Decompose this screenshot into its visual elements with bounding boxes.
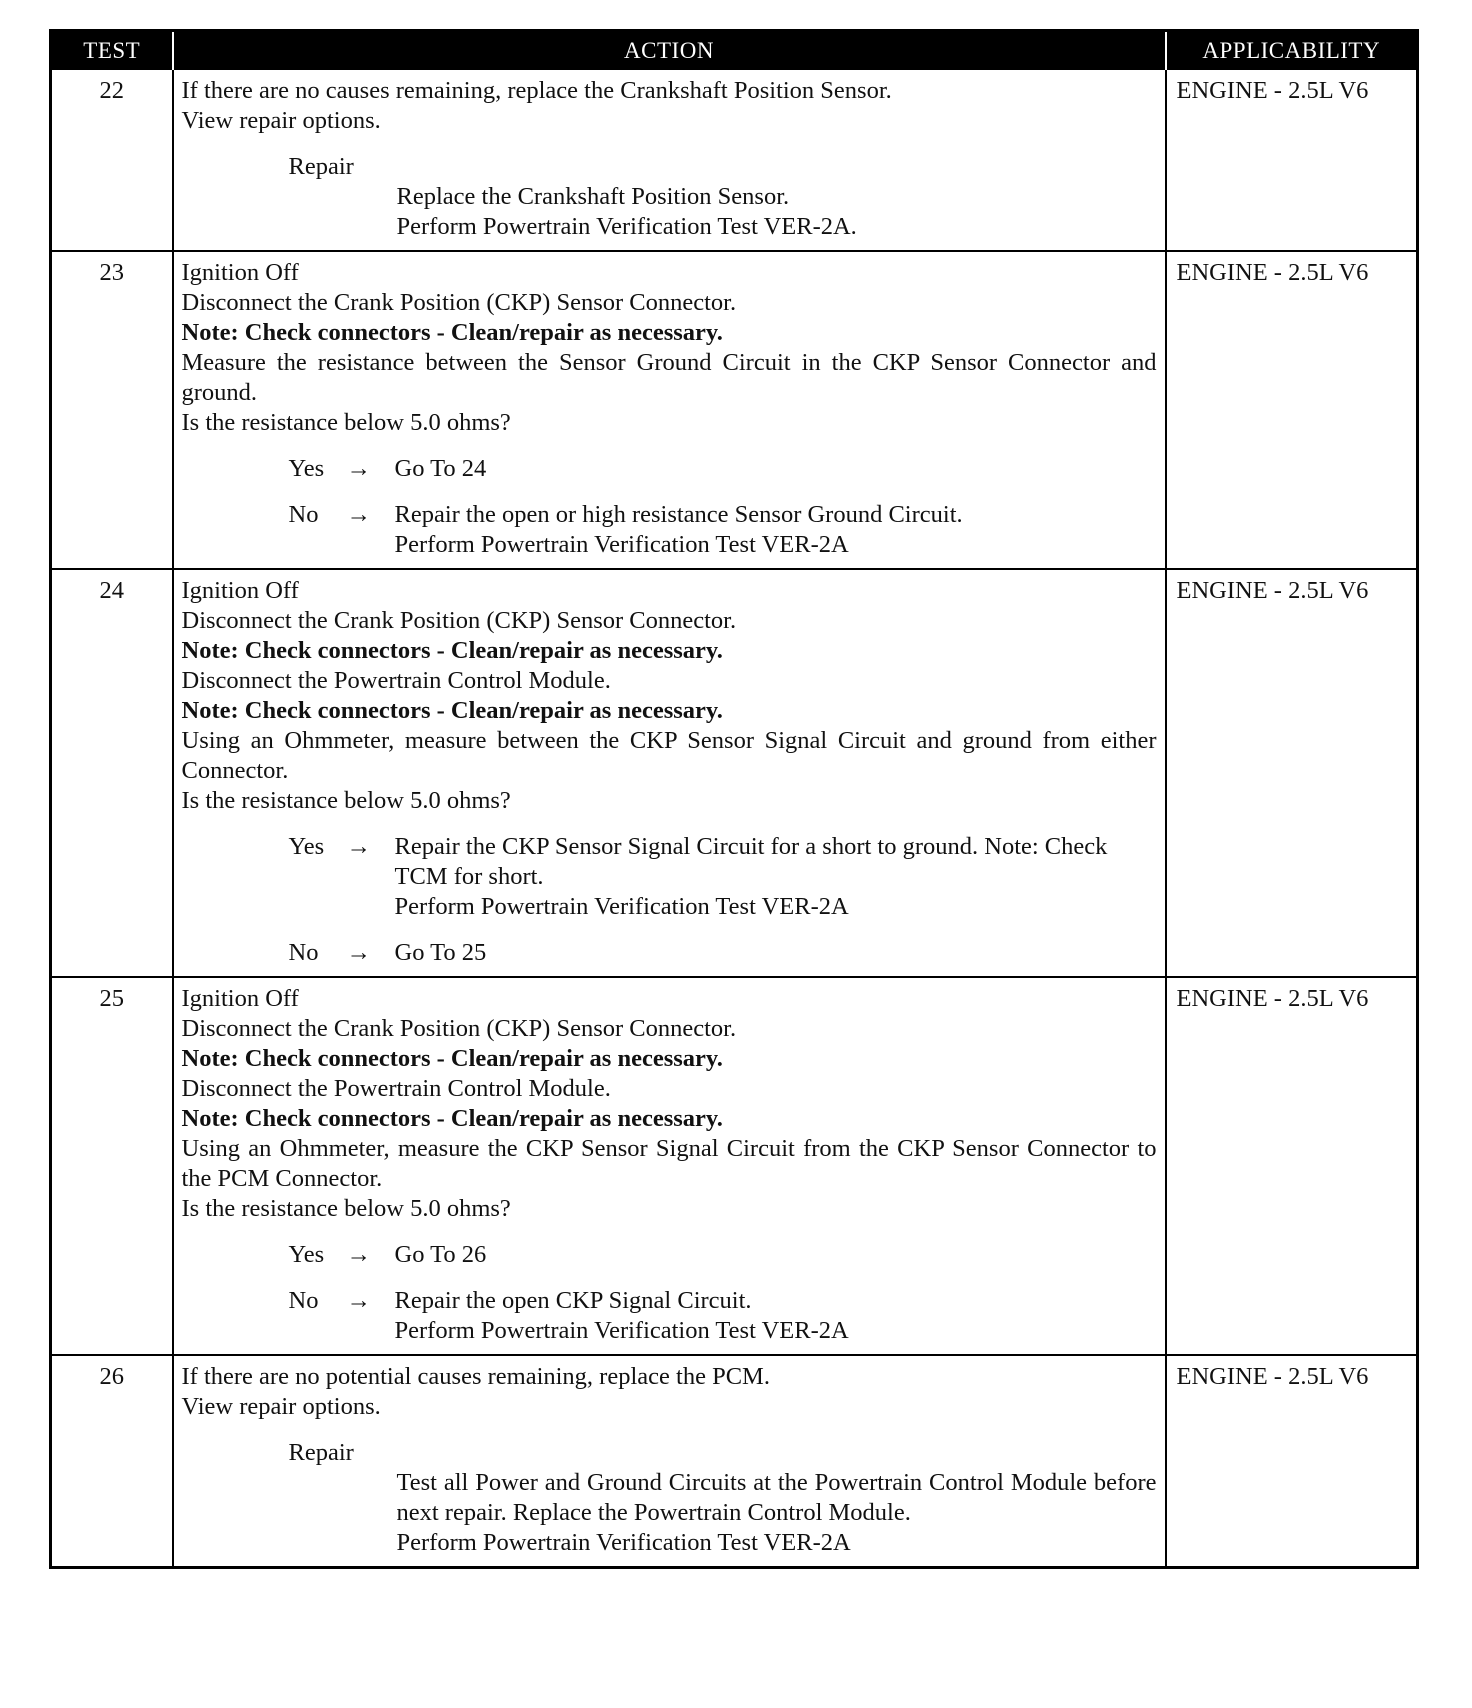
action-line: Ignition Off	[181, 985, 299, 1012]
answer-text: Repair the open or high resistance Sensor Ground Circuit.	[394, 501, 963, 528]
table-row	[51, 251, 1418, 569]
answer-text: Perform Powertrain Verification Test VER-2A	[394, 893, 849, 920]
answer-text: Go To 24	[394, 455, 487, 482]
table-row	[51, 977, 1418, 1355]
action-line: Measure the resistance between the Sensor Ground Circuit in the CKP Sensor Connector and ground.	[181, 349, 1157, 406]
answer-label: No	[288, 501, 319, 528]
answer-text: Perform Powertrain Verification Test VER-2A	[394, 531, 849, 558]
repair-line: Replace the Crankshaft Position Sensor.	[396, 183, 790, 210]
question-line: Is the resistance below 5.0 ohms?	[181, 409, 511, 436]
action-cell	[173, 1355, 1166, 1568]
action-line: View repair options.	[181, 1393, 381, 1420]
action-line: Using an Ohmmeter, measure the CKP Sensor Signal Circuit from the CKP Sensor Connector to the PCM Connector.	[181, 1135, 1157, 1192]
note-line: Note: Check connectors - Clean/repair as necessary.	[181, 319, 723, 346]
answer-label: Yes	[288, 455, 325, 482]
answer-text: Perform Powertrain Verification Test VER-2A	[394, 1317, 849, 1344]
answer-label: No	[288, 1287, 319, 1314]
test-number: 23	[51, 251, 173, 569]
header-applicability: APPLICABILITY	[1166, 31, 1418, 71]
repair-body	[397, 1468, 1157, 1558]
note-line: Note: Check connectors - Clean/repair as necessary.	[181, 637, 723, 664]
action-cell	[173, 251, 1166, 569]
answer-yes	[289, 832, 1157, 922]
repair-line: Perform Powertrain Verification Test VER-2A.	[396, 213, 857, 240]
answer-text: Repair the CKP Sensor Signal Circuit for a short to ground. Note: Check TCM for short.	[394, 833, 1108, 890]
answer-yes	[289, 1240, 1157, 1270]
arrow-icon: →	[346, 501, 371, 528]
test-number: 22	[99, 77, 124, 104]
answer-label: No	[288, 939, 319, 966]
applicability-cell: ENGINE - 2.5L V6	[1166, 569, 1418, 977]
answer-text: Go To 25	[394, 939, 487, 966]
header-action: ACTION	[173, 31, 1166, 71]
arrow-icon: →	[346, 833, 371, 860]
test-number: 25	[51, 977, 173, 1355]
answer-yes	[289, 454, 1157, 484]
action-line: Disconnect the Powertrain Control Module.	[181, 667, 611, 694]
answer-label: Yes	[288, 1241, 325, 1268]
action-line: Using an Ohmmeter, measure between the CKP Sensor Signal Circuit and ground from either Connector.	[181, 727, 1157, 784]
action-line: Disconnect the Crank Position (CKP) Sensor Connector.	[181, 607, 737, 634]
repair-body	[397, 182, 1157, 242]
arrow-icon: →	[346, 1241, 371, 1268]
test-table	[49, 29, 1419, 1569]
applicability-cell: ENGINE - 2.5L V6	[1166, 977, 1418, 1355]
action-line: View repair options.	[181, 107, 381, 134]
answer-label: Yes	[288, 833, 325, 860]
note-line: Note: Check connectors - Clean/repair as necessary.	[181, 1105, 723, 1132]
note-line: Note: Check connectors - Clean/repair as necessary.	[181, 1045, 723, 1072]
table-row	[51, 1355, 1418, 1568]
action-cell	[173, 569, 1166, 977]
action-line: Ignition Off	[181, 259, 299, 286]
applicability-cell: ENGINE - 2.5L V6	[1166, 1355, 1418, 1568]
answer-text: Go To 26	[394, 1241, 487, 1268]
document-page	[49, 29, 1416, 1569]
repair-line: Perform Powertrain Verification Test VER-2A	[396, 1529, 851, 1556]
applicability-cell: ENGINE - 2.5L V6	[1166, 70, 1418, 251]
action-line: If there are no causes remaining, replace the Crankshaft Position Sensor.	[181, 77, 892, 104]
test-number: 26	[51, 1355, 173, 1568]
answer-no	[289, 938, 1157, 968]
repair-label: Repair	[288, 153, 354, 180]
note-line: Note: Check connectors - Clean/repair as necessary.	[181, 697, 723, 724]
action-line: Disconnect the Crank Position (CKP) Sensor Connector.	[181, 289, 737, 316]
question-line: Is the resistance below 5.0 ohms?	[181, 1195, 511, 1222]
answer-text: Repair the open CKP Signal Circuit.	[394, 1287, 752, 1314]
arrow-icon: →	[346, 1287, 371, 1314]
action-line: Disconnect the Powertrain Control Module.	[181, 1075, 611, 1102]
answer-no	[289, 1286, 1157, 1346]
applicability-cell: ENGINE - 2.5L V6	[1166, 251, 1418, 569]
table-row	[51, 70, 1418, 251]
question-line: Is the resistance below 5.0 ohms?	[181, 787, 511, 814]
table-header-row	[51, 31, 1418, 71]
action-cell	[173, 977, 1166, 1355]
action-line: If there are no potential causes remaining, replace the PCM.	[181, 1363, 770, 1390]
arrow-icon: →	[346, 939, 371, 966]
action-line: Disconnect the Crank Position (CKP) Sensor Connector.	[181, 1015, 737, 1042]
repair-line: Test all Power and Ground Circuits at the Powertrain Control Module before next repair. Replace the Powertrain Control Module.	[396, 1469, 1157, 1526]
table-row	[51, 569, 1418, 977]
arrow-icon: →	[346, 455, 371, 482]
repair-label: Repair	[288, 1439, 354, 1466]
answer-no	[289, 500, 1157, 560]
action-cell	[173, 70, 1166, 251]
action-line: Ignition Off	[181, 577, 299, 604]
test-number: 24	[51, 569, 173, 977]
header-test: TEST	[51, 31, 173, 71]
